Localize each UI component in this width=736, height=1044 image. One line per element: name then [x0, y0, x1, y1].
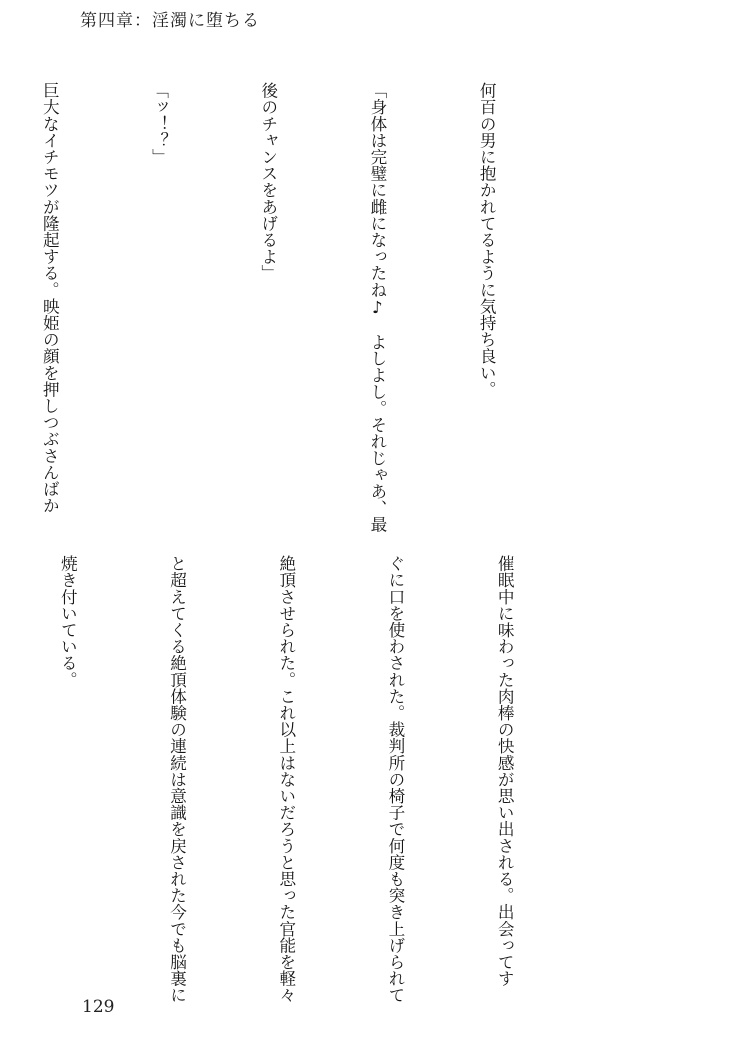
text-line: 後のチャンスをあげるよ」: [258, 82, 278, 282]
text-line: 「身体は完璧に雌になったね♪ よしよし。それじゃあ、最: [367, 82, 387, 533]
text-line: 「ッ！？」: [149, 82, 169, 165]
text-line: 何百の男に抱かれてるように気持ち良い。: [477, 82, 497, 398]
text-line: ぐに口を使わされた。裁判所の椅子で何度も突き上げられて: [385, 555, 405, 1004]
lower-text-block: [0, 555, 595, 1004]
text-line: 絶頂させられた。これ以上はないだろうと思った官能を軽々: [276, 555, 296, 1004]
upper-text-block: [0, 82, 577, 533]
running-header: [80, 6, 260, 31]
text-line: 催眠中に味わった肉棒の快感が思い出される。出会ってす: [495, 555, 515, 987]
page-number: 129: [82, 997, 115, 1017]
text-line: 焼き付いている。: [58, 555, 78, 688]
text-line: と超えてくる絶頂体験の連続は意識を戻された今でも脳裏に: [167, 555, 187, 1004]
chapter-title: 第四章：淫濁に堕ちる: [80, 11, 260, 31]
text-line: 巨大なイチモツが隆起する。映姫の顔を押しつぶさんばか: [40, 82, 60, 514]
